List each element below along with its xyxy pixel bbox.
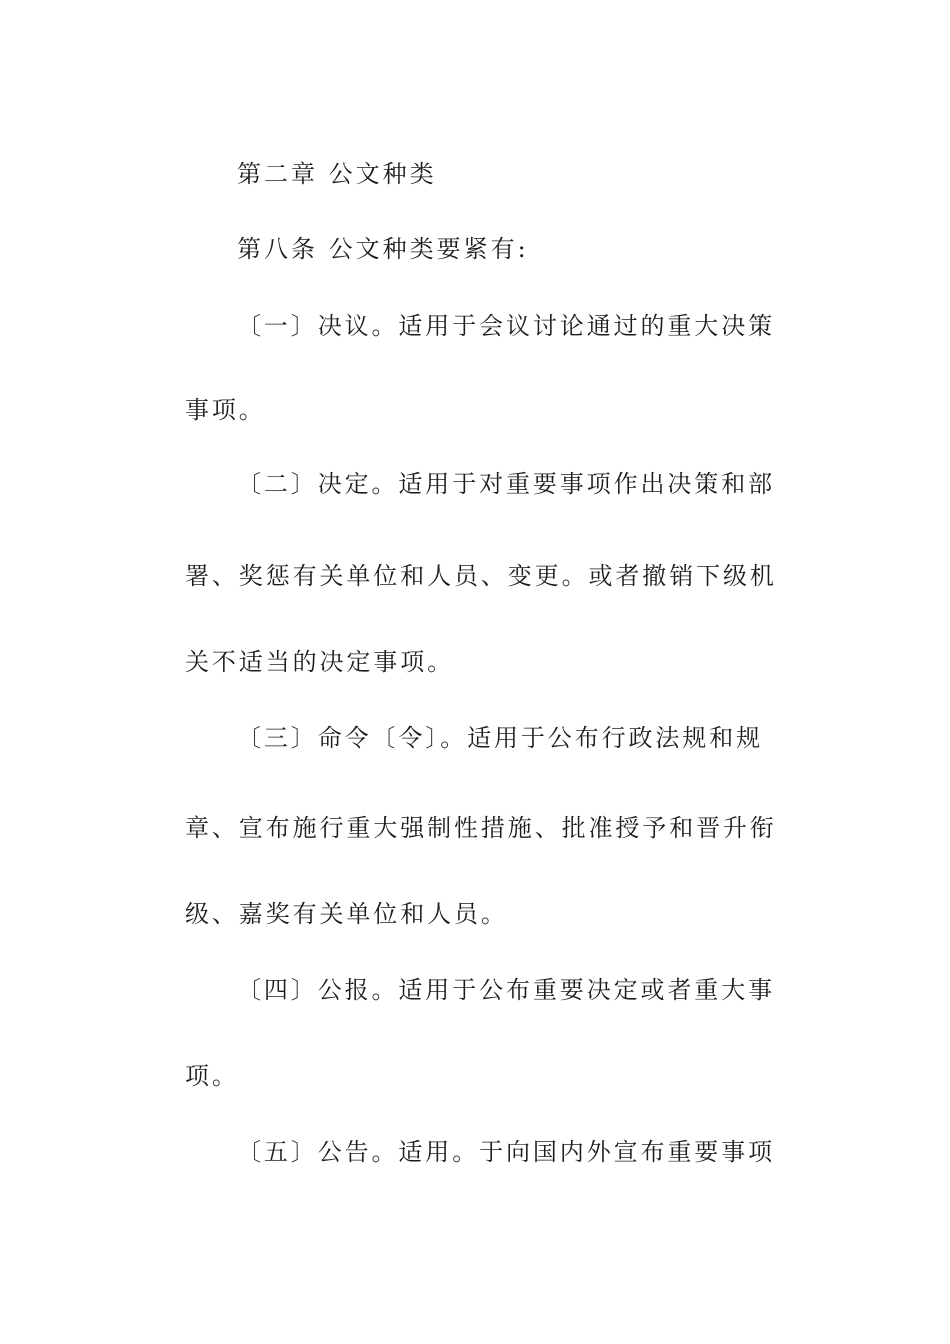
paragraph-3-line-1: 〔三〕命令〔令〕。适用于公布行政法规和规: [237, 724, 763, 752]
paragraph-2-line-2: 署、奖惩有关单位和人员、变更。或者撤销下级机: [185, 562, 777, 590]
paragraph-3-line-2: 章、宣布施行重大强制性措施、批准授予和晋升衔: [185, 814, 777, 842]
article-heading: 第八条 公文种类要紧有:: [237, 235, 529, 263]
paragraph-2-line-1: 〔二〕决定。适用于对重要事项作出决策和部: [237, 470, 775, 498]
chapter-heading: 第二章 公文种类: [237, 160, 437, 188]
paragraph-2-line-3: 关不适当的决定事项。: [185, 648, 454, 676]
paragraph-1-line-2: 事项。: [185, 396, 266, 424]
paragraph-4-line-2: 项。: [185, 1062, 239, 1090]
paragraph-5-line-1: 〔五〕公告。适用。于向国内外宣布重要事项: [237, 1138, 775, 1166]
paragraph-3-line-3: 级、嘉奖有关单位和人员。: [185, 900, 508, 928]
paragraph-4-line-1: 〔四〕公报。适用于公布重要决定或者重大事: [237, 976, 775, 1004]
paragraph-1-line-1: 〔一〕决议。适用于会议讨论通过的重大决策: [237, 312, 775, 340]
